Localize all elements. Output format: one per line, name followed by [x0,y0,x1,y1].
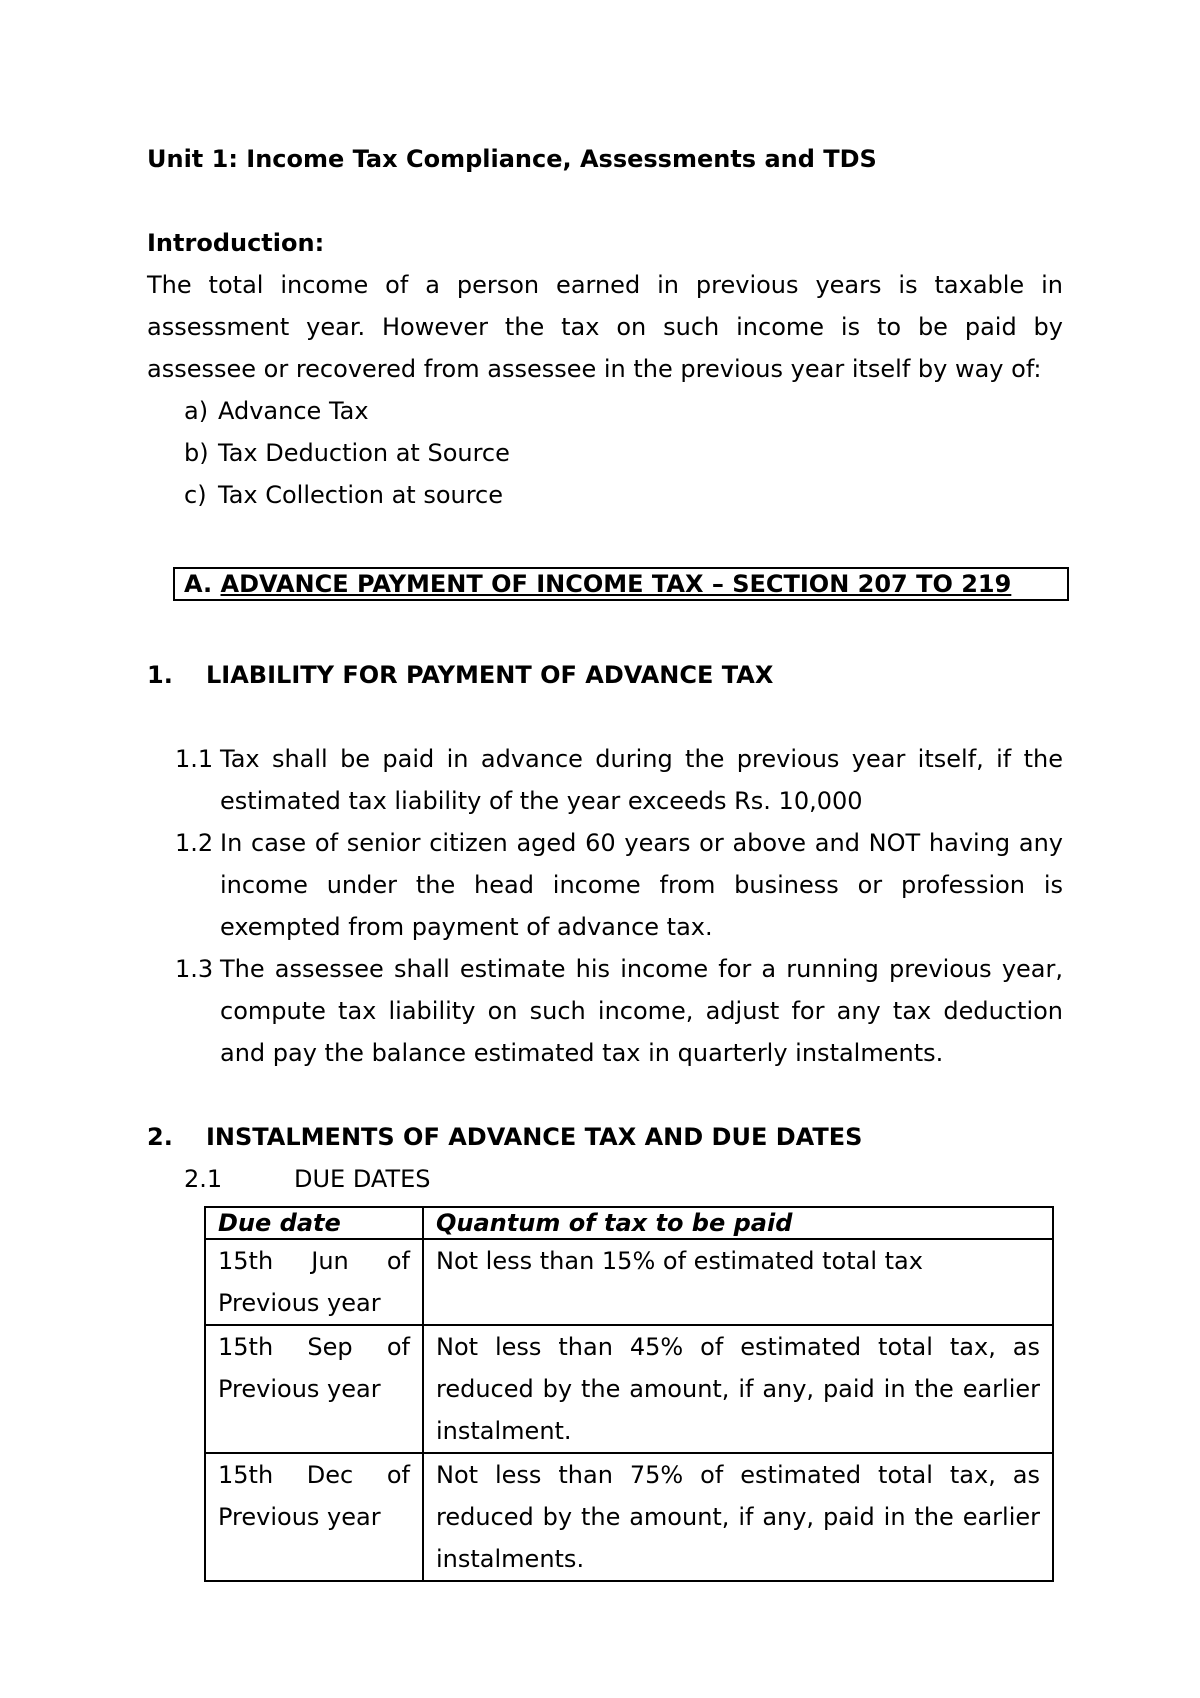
intro-line-2: assessment year. However the tax on such income is to be paid by [147,313,1063,341]
table-row [205,1239,1053,1325]
intro-heading: Introduction: [147,229,325,257]
section-2-number: 2. [147,1123,173,1151]
quantum-cell: Not less than 75% of estimated total tax, as reduced by the amount, if any, paid in the earlier instalments. [423,1453,1053,1581]
section-1-title: LIABILITY FOR PAYMENT OF ADVANCE TAX [206,661,774,689]
list-marker-c: c) [184,481,207,509]
subsection-2-1-number: 2.1 [184,1165,223,1193]
due-date-cell: 15th Sep of Previous year [205,1325,423,1453]
section-a-prefix: A. [184,570,213,598]
due-date-cell: 15th Dec of Previous year [205,1453,423,1581]
item-1-3-line-3: and pay the balance estimated tax in quarterly instalments. [220,1039,944,1067]
subsection-2-1-title: DUE DATES [294,1165,431,1193]
due-date-cell: 15th Jun of Previous year [205,1239,423,1325]
item-1-3-line-1: The assessee shall estimate his income for a running previous year, [220,955,1063,983]
intro-line-1: The total income of a person earned in previous years is taxable in [147,271,1063,299]
quantum-cell: Not less than 45% of estimated total tax, as reduced by the amount, if any, paid in the earlier instalment. [423,1325,1053,1453]
list-marker-a: a) [184,397,209,425]
item-1-1-line-2: estimated tax liability of the year exceeds Rs. 10,000 [220,787,863,815]
table-row [205,1453,1053,1581]
list-marker-b: b) [184,439,209,467]
item-1-2-number: 1.2 [175,829,214,857]
section-a-heading-box [173,567,1069,601]
item-1-2-line-2: income under the head income from business or profession is [220,871,1063,899]
page-title: Unit 1: Income Tax Compliance, Assessments and TDS [147,145,877,173]
header-due-date: Due date [205,1207,423,1239]
due-dates-table [204,1206,1054,1582]
item-1-1-line-1: Tax shall be paid in advance during the previous year itself, if the [220,745,1063,773]
list-item-tds: Tax Deduction at Source [218,439,510,467]
item-1-2-line-1: In case of senior citizen aged 60 years or above and NOT having any [220,829,1063,857]
section-1-number: 1. [147,661,173,689]
item-1-3-number: 1.3 [175,955,214,983]
intro-line-3: assessee or recovered from assessee in the previous year itself by way of: [147,355,1042,383]
table-header-row [205,1207,1053,1239]
item-1-3-line-2: compute tax liability on such income, adjust for any tax deduction [220,997,1063,1025]
quantum-cell: Not less than 15% of estimated total tax [423,1239,1053,1325]
section-a-title: ADVANCE PAYMENT OF INCOME TAX – SECTION 207 TO 219 [220,570,1012,598]
table-row [205,1325,1053,1453]
header-quantum: Quantum of tax to be paid [423,1207,1053,1239]
section-2-title: INSTALMENTS OF ADVANCE TAX AND DUE DATES [206,1123,863,1151]
item-1-1-number: 1.1 [175,745,214,773]
item-1-2-line-3: exempted from payment of advance tax. [220,913,713,941]
list-item-tcs: Tax Collection at source [218,481,504,509]
list-item-advance-tax: Advance Tax [218,397,369,425]
